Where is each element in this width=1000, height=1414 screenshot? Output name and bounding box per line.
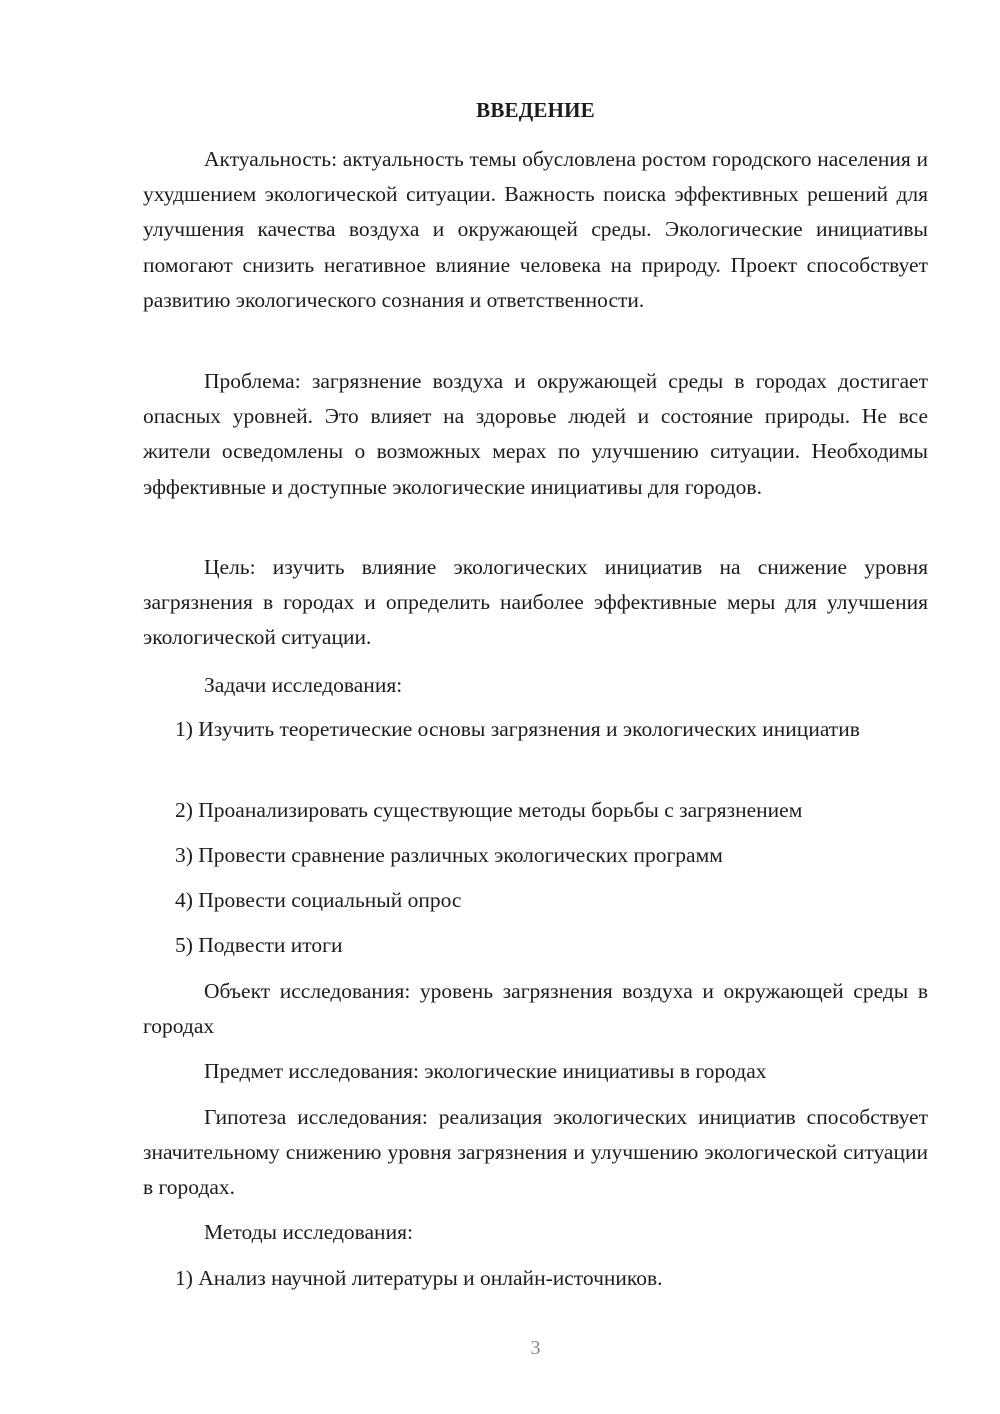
task-item-4: 4) Провести социальный опрос [175, 888, 462, 912]
task-item-1: 1) Изучить теоретические основы загрязнения и экологических инициатив [175, 717, 860, 741]
methods-heading: Методы исследования: [204, 1220, 413, 1244]
tasks-heading: Задачи исследования: [204, 673, 403, 697]
page-number: 3 [530, 1337, 541, 1359]
subject-paragraph: Предмет исследования: экологические инициативы в городах [204, 1059, 767, 1083]
task-item-3: 3) Провести сравнение различных экологических программ [175, 843, 723, 867]
task-item-2: 2) Проанализировать существующие методы борьбы с загрязнением [175, 798, 803, 822]
relevance-paragraph: Актуальность: актуальность темы обусловлена ростом городского населения и ухудшением экологической ситуации. Важность поиска эффективных решений для улучшения качества воздуха и окружающей среды. Экологические инициативы помогают снизить негативное влияние человека на природу. Проект способствует развитию экологического сознания и ответственности. [143, 147, 928, 312]
problem-paragraph: Проблема: загрязнение воздуха и окружающей среды в городах достигает опасных уровней. Это влияет на здоровье людей и состояние природы. Не все жители осведомлены о возможных мерах по улучшению ситуации. Необходимы эффективные и доступные экологические инициативы для городов. [143, 369, 928, 499]
document-page [143, 0, 928, 1414]
hypothesis-paragraph: Гипотеза исследования: реализация экологических инициатив способствует значительному снижению уровня загрязнения и улучшению экологической ситуации в городах. [143, 1105, 928, 1200]
method-item-1: 1) Анализ научной литературы и онлайн-источников. [175, 1266, 663, 1290]
object-paragraph: Объект исследования: уровень загрязнения воздуха и окружающей среды в городах [143, 979, 928, 1039]
goal-paragraph: Цель: изучить влияние экологических инициатив на снижение уровня загрязнения в городах и определить наиболее эффективные меры для улучшения экологической ситуации. [143, 555, 928, 650]
section-title: ВВЕДЕНИЕ [476, 98, 595, 122]
task-item-5: 5) Подвести итоги [175, 933, 343, 957]
